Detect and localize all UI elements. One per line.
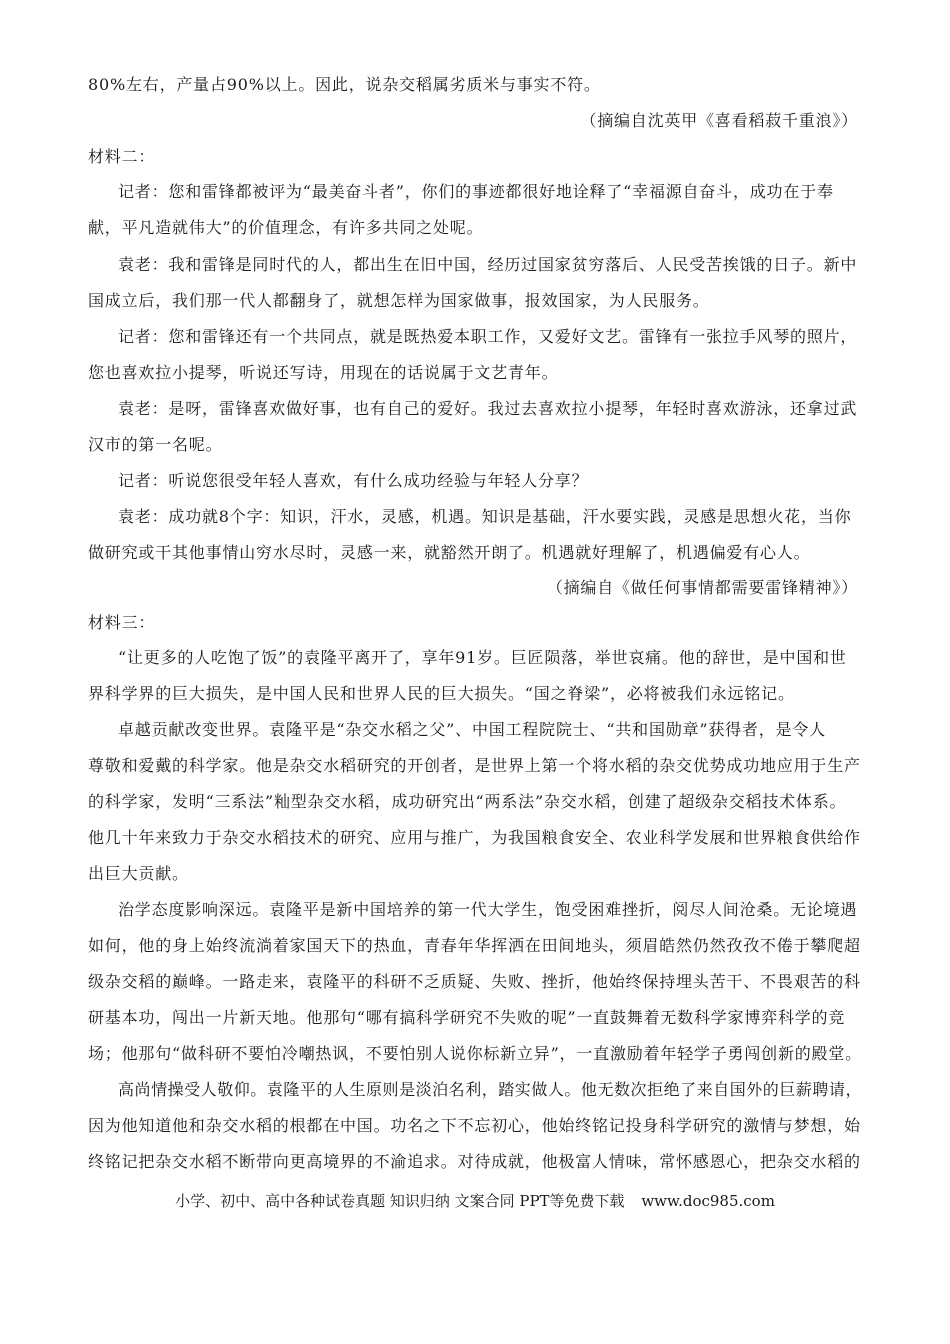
text-line: 献，平凡造就伟大”的价值理念，有许多共同之处呢。 [88,218,484,237]
text-line: 记者：您和雷锋都被评为“最美奋斗者”，你们的事迹都很好地诠释了“幸福源自奋斗，成功在于奉 [118,182,834,201]
text-line: 汉市的第一名呢。 [88,435,223,454]
text-line: 您也喜欢拉小提琴，听说还写诗，用现在的话说属于文艺青年。 [88,363,559,382]
text-line: 如何，他的身上始终流淌着家国天下的热血，青春年华挥洒在田间地头，须眉皓然仍然孜孜不倦于攀爬超 [88,936,861,955]
text-line: 界科学界的巨大损失，是中国人民和世界人民的巨大损失。“国之脊梁”，必将被我们永远铭记。 [88,684,795,703]
text-line: 做研究或干其他事情山穷水尽时，灵感一来，就豁然开朗了。机遇就好理解了，机遇偏爱有心人。 [88,543,811,562]
text-line: 尊敬和爱戴的科学家。他是杂交水稻研究的开创者，是世界上第一个将水稻的杂交优势成功地应用于生产 [88,756,861,775]
text-line: 因为他知道他和杂交水稻的根都在中国。功名之下不忘初心，他始终铭记投身科学研究的激情与梦想，始 [88,1116,861,1135]
section-heading: 材料三： [88,613,156,632]
source-citation: （摘编自沈英甲《喜看稻菽千重浪》） [580,111,858,130]
text-line: 出巨大贡献。 [88,864,189,883]
section-heading: 材料二： [88,147,156,166]
source-citation: （摘编自《做任何事情都需要雷锋精神》） [546,578,858,597]
text-line: 袁老：成功就8个字：知识，汗水，灵感，机遇。知识是基础，汗水要实践，灵感是思想火花，当你 [118,507,852,526]
text-line: 级杂交稻的巅峰。一路走来，袁隆平的科研不乏质疑、失败、挫折，他始终保持埋头苦干、不畏艰苦的科 [88,972,861,991]
footer-text: 小学、初中、高中各种试卷真题 知识归纳 文案合同 PPT等免费下载 [175,1192,625,1210]
text-line: 场；他那句“做科研不要怕冷嘲热讽，不要怕别人说你标新立异”，一直激励着年轻学子勇闯创新的殿堂。 [88,1044,862,1063]
text-line: 他几十年来致力于杂交水稻技术的研究、应用与推广，为我国粮食安全、农业科学发展和世界粮食供给作 [88,828,861,847]
page-footer [0,1190,950,1211]
text-line: 卓越贡献改变世界。袁隆平是“杂交水稻之父”、中国工程院院士、“共和国勋章”获得者，是令人 [118,720,826,739]
text-line: 袁老：是呀，雷锋喜欢做好事，也有自己的爱好。我过去喜欢拉小提琴，年轻时喜欢游泳，还拿过武 [118,399,858,418]
text-line: 研基本功，闯出一片新天地。他那句“哪有搞科学研究不失败的呢”一直鼓舞着无数科学家博弈科学的竞 [88,1008,846,1027]
text-line: 袁老：我和雷锋是同时代的人，都出生在旧中国，经历过国家贫穷落后、人民受苦挨饿的日子。新中 [118,255,858,274]
text-line: 治学态度影响深远。袁隆平是新中国培养的第一代大学生，饱受困难挫折，阅尽人间沧桑。无论境遇 [118,900,858,919]
footer-site-link[interactable]: www.doc985.com [641,1192,775,1210]
text-line: 记者：听说您很受年轻人喜欢，有什么成功经验与年轻人分享？ [118,471,589,490]
text-line: 80%左右，产量占90%以上。因此，说杂交稻属劣质米与事实不符。 [88,75,601,94]
text-line: 的科学家，发明“三系法”籼型杂交水稻，成功研究出“两系法”杂交水稻，创建了超级杂交稻技术体系。 [88,792,847,811]
text-line: 国成立后，我们那一代人都翻身了，就想怎样为国家做事，报效国家，为人民服务。 [88,291,710,310]
text-line: 终铭记把杂交水稻不断带向更高境界的不渝追求。对待成就，他极富人情味，常怀感恩心，把杂交水稻的 [88,1152,861,1171]
text-line: “让更多的人吃饱了饭”的袁隆平离开了，享年91岁。巨匠陨落，举世哀痛。他的辞世，是中国和世 [118,648,847,667]
text-line: 记者：您和雷锋还有一个共同点，就是既热爱本职工作，又爱好文艺。雷锋有一张拉手风琴的照片， [118,327,858,346]
text-line: 高尚情操受人敬仰。袁隆平的人生原则是淡泊名利，踏实做人。他无数次拒绝了来自国外的巨薪聘请， [118,1080,863,1099]
